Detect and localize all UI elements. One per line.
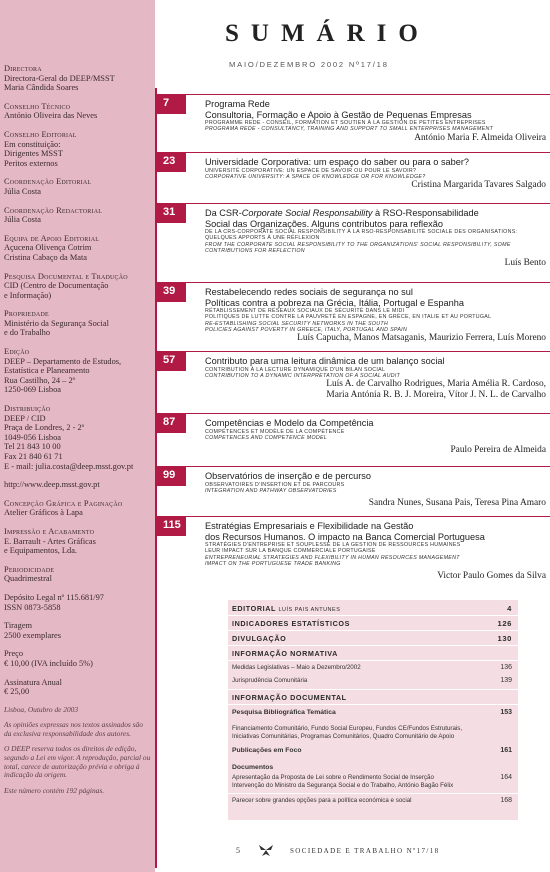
entry-title[interactable]: Estratégias Empresariais e Flexibilidade na Gestão dos Recursos Humanos. O impacto na Banca Comercial Portuguesa bbox=[205, 521, 485, 542]
entry-title[interactable] bbox=[205, 208, 546, 229]
masthead-line: € 25,00 bbox=[4, 687, 30, 697]
entry-page-number: 87 bbox=[157, 414, 186, 433]
masthead-block bbox=[4, 272, 151, 301]
entry-title[interactable]: Universidade Corporativa: um espaço do saber ou para o saber? bbox=[205, 157, 470, 167]
masthead-block bbox=[4, 593, 151, 612]
masthead-block bbox=[4, 177, 151, 196]
masthead-block bbox=[4, 678, 151, 697]
masthead-heading: Periodicidade bbox=[4, 564, 55, 574]
masthead-heading: Directora bbox=[4, 64, 42, 73]
entry-rule bbox=[157, 466, 550, 467]
entry-title-en: COMPETENCES AND COMPETENCE MODEL bbox=[205, 434, 328, 441]
masthead-line: e Equipamentos, Lda. bbox=[4, 546, 78, 556]
entry-author: Paulo Pereira de Almeida bbox=[450, 445, 546, 455]
masthead-block bbox=[4, 347, 151, 395]
page-footer bbox=[236, 843, 440, 859]
masthead-line: Estatística e Planeamento bbox=[4, 366, 90, 376]
masthead-line: Açucena Olivença Cotrim bbox=[4, 243, 92, 253]
section-label: INDICADORES ESTATÍSTICOS bbox=[232, 619, 350, 628]
entry-title-fr: CONTRIBUTION À LA LECTURE DYNAMIQUE D'UN BILAN SOCIAL bbox=[205, 366, 386, 373]
masthead-note: As opiniões expressas nos textos assinados são da exclusiva responsabilidade dos autores. bbox=[4, 720, 143, 738]
masthead-block bbox=[4, 649, 151, 668]
section-label: Apresentação da Proposta de Lei sobre o Rendimento Social de Inserção Intervenção do Ministro da Segurança Social e do Trabalho, António Bagão Félix bbox=[232, 774, 454, 789]
toc-entry[interactable] bbox=[157, 413, 550, 465]
section-page: 136 bbox=[500, 664, 512, 671]
masthead-note: Este número contém 192 páginas. bbox=[4, 785, 105, 795]
section-indicadores[interactable] bbox=[232, 619, 512, 628]
masthead-heading: Conselho Editorial bbox=[4, 129, 77, 139]
masthead-block bbox=[4, 621, 151, 640]
masthead-line: € 10,00 (IVA incluído 5%) bbox=[4, 658, 93, 668]
entry-title-en: RE-ESTABLISHING SOCIAL SECURITY NETWORKS IN THE SOUTH POLICIES AGAINST POVERTY IN GREECE, ITALY, PORTUGAL AND SPAIN bbox=[205, 320, 408, 333]
masthead-heading: Coordenação Redactorial bbox=[4, 205, 103, 215]
journal-logo-icon bbox=[256, 843, 276, 859]
entry-title[interactable]: Competências e Modelo da Competência bbox=[205, 418, 374, 428]
section-label: DIVULGAÇÃO bbox=[232, 634, 287, 643]
entry-title-fr: OBSERVATOIRES D'INSERTION ET DE PARCOURS bbox=[205, 481, 345, 488]
masthead-note: Lisboa, Outubro de 2003 bbox=[4, 704, 79, 714]
entry-page-number: 39 bbox=[157, 283, 186, 302]
section-medidas[interactable] bbox=[232, 664, 512, 672]
entry-title-part: à RSO-Responsabilidade Social das Organizações. Alguns contributos para reflexão bbox=[205, 208, 479, 229]
toc-entry[interactable] bbox=[157, 466, 550, 518]
issue-label: MAIO/DEZEMBRO 2002 Nº17/18 bbox=[229, 60, 389, 69]
masthead-line: 1049-056 Lisboa bbox=[4, 432, 61, 442]
masthead-line: Rua Castilho, 24 – 2º bbox=[4, 375, 76, 385]
masthead-line: Em constituição: bbox=[4, 139, 61, 149]
entry-author: Sandra Nunes, Susana Pais, Teresa Pina Amaro bbox=[368, 498, 546, 508]
section-page: 153 bbox=[500, 709, 512, 716]
masthead-line[interactable]: E - mail: julia.costa@deep.msst.gov.pt bbox=[4, 461, 134, 471]
masthead-block bbox=[4, 64, 151, 93]
masthead-line: Dirigentes MSST bbox=[4, 149, 63, 159]
entry-title-fr: PROGRAMME REDE - CONSEIL, FORMATION ET SOUTIEN À LA GESTION DE PETITES ENTREPRISES bbox=[205, 120, 486, 127]
masthead-line: e Informação) bbox=[4, 290, 52, 300]
masthead-line[interactable]: http://www.deep.msst.gov.pt bbox=[4, 480, 100, 490]
masthead-line: Júlia Costa bbox=[4, 186, 41, 196]
entry-title[interactable]: Restabelecendo redes sociais de segurança no sul Políticas contra a pobreza na Grécia, Itália, Portugal e Espanha bbox=[205, 287, 464, 308]
entry-author: Victor Paulo Gomes da Silva bbox=[437, 571, 546, 581]
entry-title[interactable]: Programa Rede Consultoria, Formação e Apoio à Gestão de Pequenas Empresas bbox=[205, 99, 472, 120]
masthead-block bbox=[4, 130, 151, 168]
entry-title-part: Da CSR- bbox=[205, 208, 242, 218]
entry-rule bbox=[157, 203, 550, 204]
masthead-block bbox=[4, 206, 151, 225]
entry-author: Luís A. de Carvalho Rodrigues, Maria Amélia R. Cardoso, Maria Antónia R. B. J. Moreira, Vítor J. N. L. de Carvalho bbox=[326, 379, 546, 400]
entry-rule bbox=[157, 282, 550, 283]
entry-page-number: 23 bbox=[157, 153, 186, 172]
section-label: Medidas Legislativas – Maio a Dezembro/2002 bbox=[232, 664, 361, 671]
entry-title[interactable]: Observatórios de inserção e de percurso bbox=[205, 471, 371, 481]
entry-rule bbox=[157, 413, 550, 414]
entry-rule bbox=[157, 351, 550, 352]
masthead-block bbox=[4, 404, 151, 471]
entry-rule bbox=[157, 152, 550, 153]
entry-author: Luís Bento bbox=[504, 258, 546, 268]
section-label: Publicações em Foco bbox=[232, 747, 302, 754]
section-page: 4 bbox=[507, 604, 512, 613]
masthead-line: Depósito Legal nº 115.681/97 bbox=[4, 592, 104, 602]
masthead-line: Atelier Gráficos à Lapa bbox=[4, 508, 83, 518]
entry-author: Cristina Margarida Tavares Salgado bbox=[411, 180, 546, 190]
section-label: INFORMAÇÃO DOCUMENTAL bbox=[232, 693, 347, 702]
masthead-line: António Oliveira das Neves bbox=[4, 111, 98, 121]
masthead-heading: Concepção Gráfica e Paginação bbox=[4, 498, 123, 508]
entry-author: Luís Capucha, Manos Matsaganis, Maurizio Ferrera, Luís Moreno bbox=[297, 333, 546, 343]
entry-title-fr: UNIVERSITÉ CORPORATIVE: UN ESPACE DE SAVOIR OU POUR LE SAVOIR? bbox=[205, 167, 417, 174]
section-pesquisa[interactable] bbox=[232, 709, 512, 717]
entry-title-italic: Corporate Social Responsability bbox=[241, 208, 373, 218]
entry-title-en: FROM THE CORPORATE SOCIAL RESPONSIBILITY TO THE ORGANIZATIONS' SOCIAL RESPONSIBILITY, SOME CONTRIBUTIONS FOR REFLECTION bbox=[205, 241, 511, 254]
entry-page-number: 31 bbox=[157, 204, 186, 223]
entry-author: António Maria F. Almeida Oliveira bbox=[414, 132, 546, 143]
masthead-line: 1250-069 Lisboa bbox=[4, 385, 61, 395]
section-doc1[interactable] bbox=[232, 774, 512, 790]
section-page: 139 bbox=[500, 677, 512, 684]
masthead-line: Peritos externos bbox=[4, 158, 58, 168]
entry-title-en: PROGRAMA REDE - CONSULTANCY, TRAINING AND SUPPORT TO SMALL ENTERPRISES MANAGEMENT bbox=[205, 126, 494, 133]
toc-entry[interactable] bbox=[157, 516, 550, 586]
section-info-documental bbox=[232, 693, 512, 702]
section-publicacoes[interactable] bbox=[232, 747, 512, 755]
section-label: INFORMAÇÃO NORMATIVA bbox=[232, 649, 338, 658]
entry-page-number: 57 bbox=[157, 352, 186, 371]
masthead-line: Fax 21 840 61 71 bbox=[4, 452, 63, 461]
masthead-block bbox=[4, 309, 151, 338]
entry-title-fr: DE LA CRS-CORPORATE SOCIAL RESPONSIBILITY À LA RSO-RESPONSABILITÉ SOCIALE DES ORGANISATIONS: QUELQUES APPORTS À UNE RÉFLEXION bbox=[205, 229, 518, 242]
entry-page-number: 7 bbox=[157, 95, 186, 114]
masthead-line: Cristina Cabaço da Mata bbox=[4, 252, 88, 262]
section-page: 161 bbox=[500, 747, 512, 754]
masthead-line: Directora-Geral do DEEP/MSST bbox=[4, 73, 115, 83]
entry-title-fr: STRATÉGIES D'ENTREPRISE ET SOUPLESSE DE LA GESTION DE RESSOURCES HUMAINES LEUR IMPACT SUR LA BANQUE COMMERCIALE PORTUGAISE bbox=[205, 542, 461, 555]
section-label: Jurisprudência Comunitária bbox=[232, 677, 308, 684]
masthead-heading: Edição bbox=[4, 347, 30, 357]
section-page: 164 bbox=[500, 774, 512, 781]
masthead-line: Quadrimestral bbox=[4, 574, 52, 584]
section-page: 126 bbox=[497, 619, 512, 628]
entry-title[interactable]: Contributo para uma leitura dinâmica de um balanço social bbox=[205, 356, 445, 366]
masthead-line: e do Trabalho bbox=[4, 328, 51, 338]
masthead-heading: Equipa de Apoio Editorial bbox=[4, 233, 100, 243]
masthead-line: DEEP – Departamento de Estudos, bbox=[4, 356, 122, 366]
section-page: 130 bbox=[497, 634, 512, 643]
entry-title-en: CORPORATIVE UNIVERSITY: A SPACE OF KNOWLEDGE OR FOR KNOWLEDGE? bbox=[205, 173, 426, 180]
masthead-line: ISSN 0873-5858 bbox=[4, 602, 61, 612]
section-doc2[interactable] bbox=[232, 797, 512, 805]
masthead-line: CID (Centro de Documentação bbox=[4, 281, 109, 291]
masthead-line: Júlia Costa bbox=[4, 215, 41, 225]
masthead-line: Preço bbox=[4, 649, 24, 659]
masthead-sidebar bbox=[0, 0, 155, 872]
entry-rule bbox=[157, 94, 550, 95]
toc-entry[interactable] bbox=[157, 94, 550, 154]
footer-page-number: 5 bbox=[236, 845, 240, 855]
masthead-line: 2500 exemplares bbox=[4, 630, 61, 640]
section-author: LUÍS PAIS ANTUNES bbox=[278, 607, 341, 613]
masthead-line: E. Barrault - Artes Gráficas bbox=[4, 536, 96, 546]
masthead-heading: Propriedade bbox=[4, 309, 49, 319]
masthead-block bbox=[4, 565, 151, 584]
entry-title-en: CONTRIBUTION TO A DYNAMIC INTERPRETATION OF A SOCIAL AUDIT bbox=[205, 372, 401, 379]
masthead-block bbox=[4, 234, 151, 263]
section-info-normativa bbox=[232, 649, 512, 658]
section-jurisprudencia[interactable] bbox=[232, 677, 512, 685]
section-page: 168 bbox=[500, 797, 512, 804]
masthead-note: O DEEP reserva todos os direitos de edição, segundo a Lei em vigor. A reprodução, parcial ou total, carece de autorização prévia e obriga à indicação da origem. bbox=[4, 744, 151, 780]
entry-page-number: 115 bbox=[157, 517, 186, 536]
masthead-heading: Coordenação Editorial bbox=[4, 177, 92, 187]
masthead-line: Maria Cândida Soares bbox=[4, 83, 79, 93]
section-pesquisa-desc: Financiamento Comunitário, Fundo Social Europeu, Fundos CE/Fundos Estruturais, Iniciativas Comunitárias, Programas Comunitários, Quadro Comunitário de Apoio bbox=[232, 725, 463, 740]
masthead-block bbox=[4, 499, 151, 518]
journal-name: SOCIEDADE E TRABALHO Nº17/18 bbox=[290, 846, 440, 855]
masthead-block bbox=[4, 480, 151, 490]
masthead-line: Ministério da Segurança Social bbox=[4, 318, 109, 328]
masthead-heading: Pesquisa Documental e Tradução bbox=[4, 271, 128, 281]
entry-rule bbox=[157, 516, 550, 517]
masthead-line: DEEP / CID bbox=[4, 413, 46, 423]
toc-entry[interactable] bbox=[157, 152, 550, 200]
toc-entry[interactable] bbox=[157, 282, 550, 350]
section-label: Pesquisa Bibliográfica Temática bbox=[232, 709, 336, 716]
toc-entry[interactable] bbox=[157, 203, 550, 283]
masthead-line: Praça de Londres, 2 - 2º bbox=[4, 423, 85, 433]
masthead-line: Assinatura Anual bbox=[4, 677, 62, 687]
masthead-block bbox=[4, 527, 151, 556]
entry-page-number: 99 bbox=[157, 467, 186, 486]
masthead-heading: Conselho Técnico bbox=[4, 101, 71, 111]
masthead-line: Tel 21 843 10 00 bbox=[4, 442, 61, 452]
section-editorial[interactable] bbox=[232, 604, 512, 613]
section-documentos bbox=[232, 764, 512, 772]
section-label: EDITORIAL bbox=[232, 604, 276, 613]
masthead-heading: Distribuição bbox=[4, 404, 51, 414]
masthead-heading: Impressão e Acabamento bbox=[4, 526, 95, 536]
page-title: SUMÁRIO bbox=[225, 20, 430, 47]
entry-title-fr: RÉTABLISSEMENT DE RÉSEAUX SOCIAUX DE SÉCURITÉ DANS LE MIDI POLITIQUES DE LUTTE CONTRE LA PAUVRETÉ EN ESPAGNE, EN GRÈCE, EN ITALIE ET AU PORTUGAL bbox=[205, 308, 492, 321]
entry-title-fr: COMPÉTENCES ET MODÈLE DE LA COMPÉTENCE bbox=[205, 428, 345, 435]
section-label: Parecer sobre grandes opções para a política económica e social bbox=[232, 797, 412, 804]
toc-entry[interactable] bbox=[157, 351, 550, 414]
entry-title-en: ENTREPRENEURIAL STRATEGIES AND FLEXIBILITY IN HUMAN RESOURCES MANAGEMENT IMPACT ON THE PORTUGUESE TRADE BANKING bbox=[205, 554, 460, 567]
section-label: Documentos bbox=[232, 764, 274, 771]
masthead-line: Tiragem bbox=[4, 621, 33, 631]
masthead-block bbox=[4, 102, 151, 121]
section-divulgacao[interactable] bbox=[232, 634, 512, 643]
sections-box bbox=[228, 600, 518, 820]
entry-title-en: INTEGRATION AND PATHWAY OBSERVATORIES bbox=[205, 487, 337, 494]
